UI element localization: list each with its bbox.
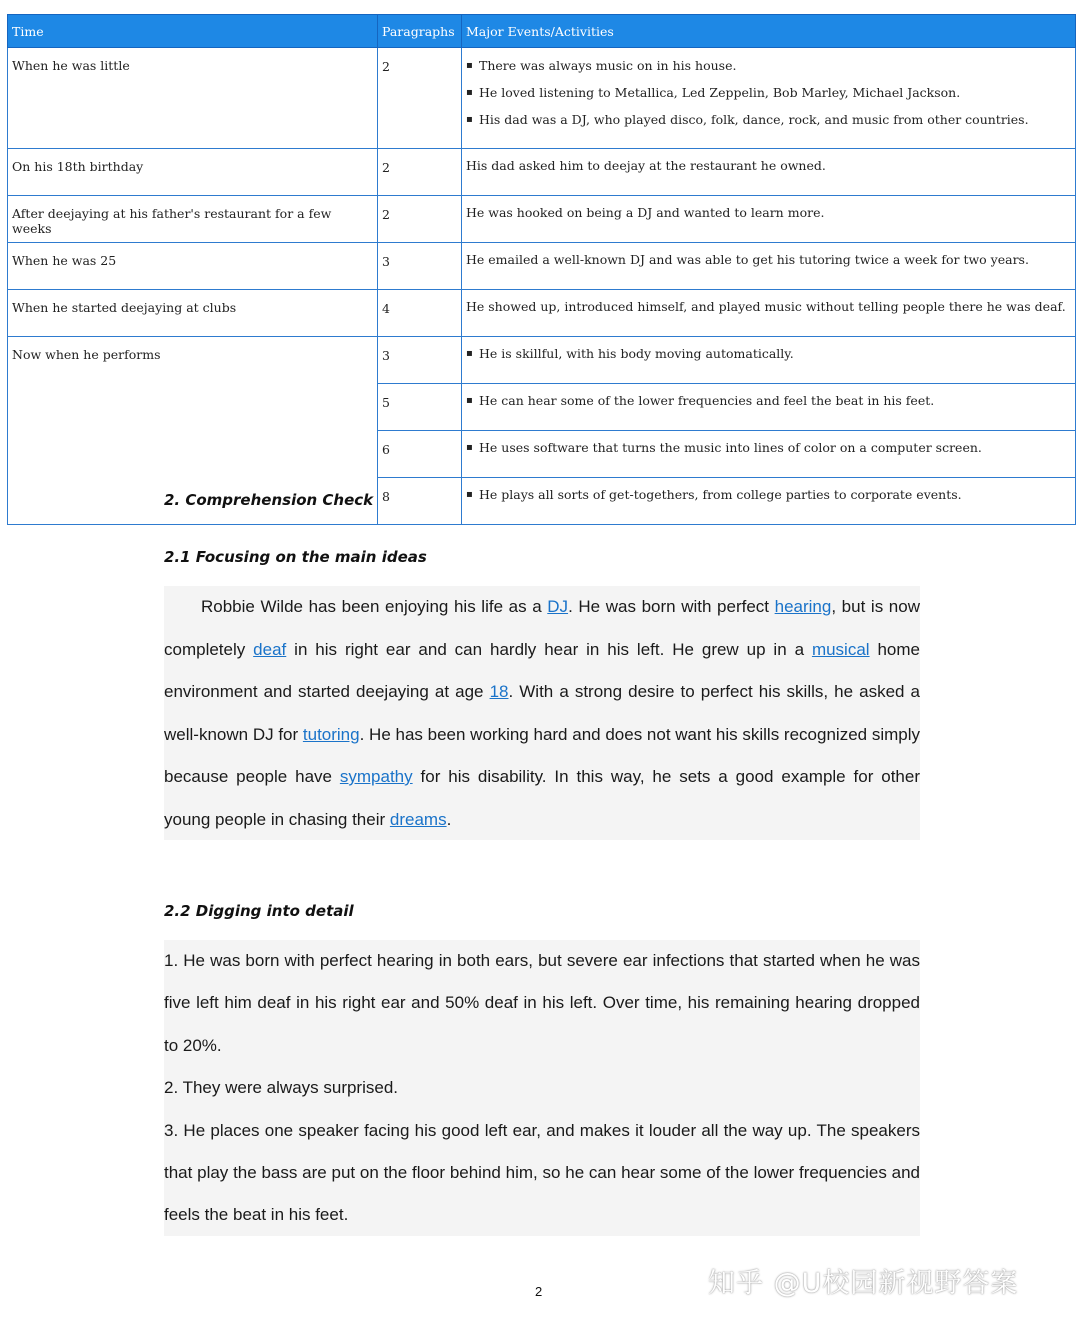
summary-text: for his disability. In this way, he sets a good example for other young people in chasing their <box>164 767 921 829</box>
table-row <box>8 149 1076 196</box>
answer-blank: dreams <box>389 809 447 829</box>
table-header-row <box>8 15 1076 48</box>
time-cell: Now when he performs <box>8 337 378 525</box>
answer-blank: tutoring <box>302 724 360 744</box>
summary-text: , but is now completely <box>164 597 920 659</box>
event-item: ▪ He is skillful, with his body moving automatically. <box>466 346 1071 362</box>
event-item: ▪ He can hear some of the lower frequencies and feel the beat in his feet. <box>466 393 1071 409</box>
summary-text: . He was born with perfect <box>568 597 775 616</box>
event-cell <box>462 337 1076 384</box>
para-cell: 4 <box>378 290 462 337</box>
para-cell: 6 <box>378 431 462 478</box>
subsection-heading-detail: 2.2 Digging into detail <box>164 902 354 920</box>
table-row <box>8 337 1076 384</box>
event-cell <box>462 384 1076 431</box>
event-item: ▪ There was always music on in his house. <box>466 52 1071 79</box>
event-cell <box>462 478 1076 525</box>
para-cell: 3 <box>378 337 462 384</box>
detail-box <box>164 940 920 1236</box>
answer-blank: hearing <box>774 597 832 616</box>
detail-answer-1: 1. He was born with perfect hearing in both ears, but severe ear infections that started when he was five left him deaf in his right ear and 50% deaf in his left. Over time, his remaining hearing dropped to 20%. <box>164 951 920 1055</box>
para-cell: 5 <box>378 384 462 431</box>
para-cell: 8 <box>378 478 462 525</box>
summary-box <box>164 586 920 840</box>
answer-blank: musical <box>811 639 870 659</box>
summary-paragraph <box>164 586 920 841</box>
para-cell: 2 <box>378 196 462 243</box>
time-cell: On his 18th birthday <box>8 149 378 196</box>
header-events: Major Events/Activities <box>462 15 1076 48</box>
detail-answer-3: 3. He places one speaker facing his good left ear, and makes it louder all the way up. The speakers that play the bass are put on the floor behind him, so he can hear some of the lower frequencies and feels the beat in his feet. <box>164 1120 920 1225</box>
summary-text: . With a strong desire to perfect his skills, he asked a well-known DJ for <box>164 682 921 744</box>
event-cell: His dad asked him to deejay at the restaurant he owned. <box>462 149 1076 196</box>
table-row <box>8 290 1076 337</box>
summary-text: . <box>446 809 452 829</box>
section-heading: 2. Comprehension Check <box>164 491 374 509</box>
event-cell: He showed up, introduced himself, and played music without telling people there he was deaf. <box>462 290 1076 337</box>
event-item: ▪ He uses software that turns the music into lines of color on a computer screen. <box>466 440 1071 456</box>
table-row <box>8 243 1076 290</box>
answer-blank: 18 <box>489 682 509 701</box>
summary-text: . He has been working hard and does not want his skills recognized simply because people have <box>164 724 920 786</box>
watermark: 知乎 @U校园新视野答案 <box>708 1268 1019 1299</box>
answer-blank: DJ <box>547 597 569 616</box>
header-paragraphs: Paragraphs <box>378 15 462 48</box>
events-cell <box>462 48 1076 149</box>
summary-text: Robbie Wilde has been enjoying his life as a <box>201 597 548 616</box>
table-row <box>8 48 1076 149</box>
para-cell: 2 <box>378 48 462 149</box>
subsection-heading-main-ideas: 2.1 Focusing on the main ideas <box>164 548 427 566</box>
answer-blank: deaf <box>253 639 287 659</box>
summary-text: home environment and started deejaying at age <box>164 639 920 701</box>
page-number: 2 <box>535 1284 543 1299</box>
time-cell: When he was 25 <box>8 243 378 290</box>
header-time: Time <box>8 15 378 48</box>
para-cell: 3 <box>378 243 462 290</box>
event-cell <box>462 431 1076 478</box>
time-cell: When he started deejaying at clubs <box>8 290 378 337</box>
answer-blank: sympathy <box>339 767 413 786</box>
event-item: ▪ His dad was a DJ, who played disco, folk, dance, rock, and music from other countries. <box>466 106 1071 133</box>
summary-text: in his right ear and can hardly hear in his left. He grew up in a <box>286 639 812 659</box>
table-row <box>8 196 1076 243</box>
event-item: ▪ He plays all sorts of get-togethers, from college parties to corporate events. <box>466 487 1071 503</box>
event-item: ▪ He loved listening to Metallica, Led Zeppelin, Bob Marley, Michael Jackson. <box>466 79 1071 106</box>
time-cell: After deejaying at his father's restaurant for a few weeks <box>8 196 378 243</box>
para-cell: 2 <box>378 149 462 196</box>
detail-answer-2: 2. They were always surprised. <box>164 1078 399 1098</box>
event-cell: He emailed a well-known DJ and was able to get his tutoring twice a week for two years. <box>462 243 1076 290</box>
events-table <box>7 14 1076 525</box>
event-cell: He was hooked on being a DJ and wanted to learn more. <box>462 196 1076 243</box>
time-cell: When he was little <box>8 48 378 149</box>
